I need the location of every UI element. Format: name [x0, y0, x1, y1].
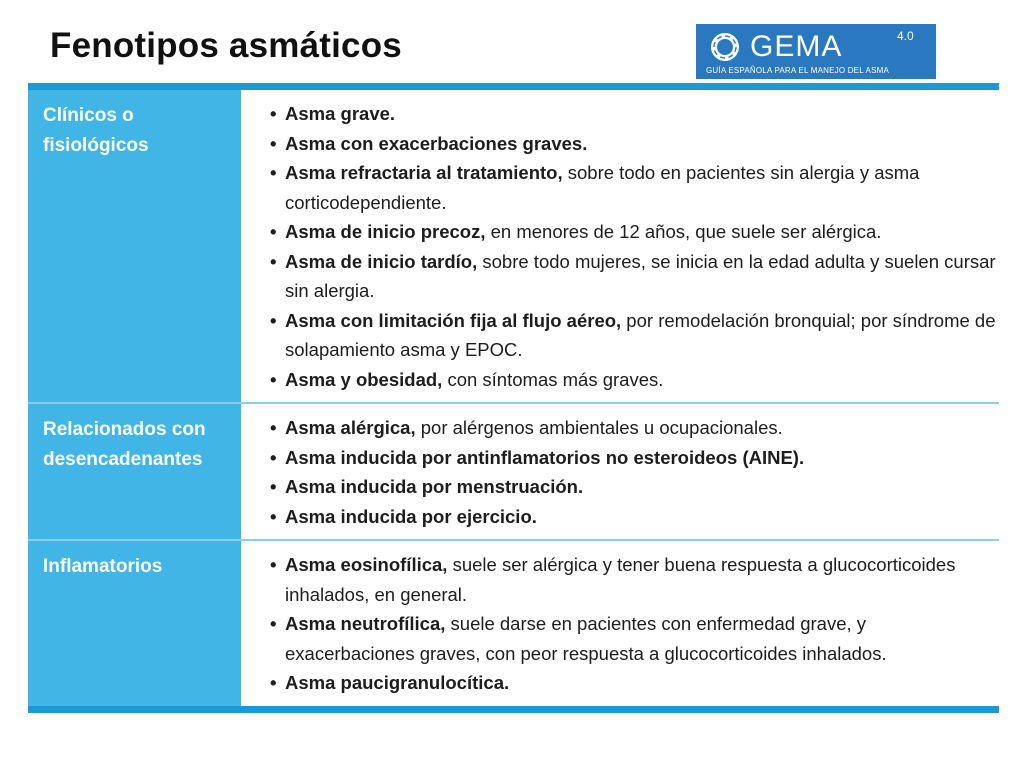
phenotype-description: suele ser alérgica y tener buena respuesta a glucocorticoides inhalados, en general.: [285, 554, 956, 605]
phenotype-description: por remodelación bronquial; por síndrome de solapamiento asma y EPOC.: [285, 309, 996, 360]
phenotype-name: Asma inducida por menstruación.: [285, 476, 584, 497]
phenotype-name: Asma refractaria al tratamiento,: [285, 162, 563, 183]
phenotype-description: suele darse en pacientes con enfermedad grave, y exacerbaciones graves, con peor respuesta a glucocorticoides inhalados.: [285, 613, 887, 664]
page-title: Fenotipos asmáticos: [50, 26, 402, 65]
list-item: [270, 129, 999, 159]
table-row: [28, 404, 999, 541]
phenotype-name: Asma eosinofílica,: [285, 554, 448, 575]
bullet-icon: •: [270, 309, 277, 331]
phenotype-list: [241, 541, 999, 706]
category-label: Inflamatorios: [43, 556, 163, 577]
list-item: [270, 247, 999, 306]
bullet-icon: •: [270, 103, 277, 124]
list-item: [270, 99, 999, 129]
table-row: [28, 90, 999, 404]
bullet-icon: •: [270, 505, 277, 527]
gema-ring-icon: [706, 32, 744, 62]
phenotype-description: sobre todo mujeres, se inicia en la edad adulta y suelen cursar sin alergia.: [285, 250, 996, 301]
phenotype-name: Asma de inicio precoz,: [285, 221, 486, 242]
phenotype-list: [241, 90, 999, 402]
logo-version: 4.0: [897, 29, 914, 43]
phenotype-name: Asma inducida por antinflamatorios no esteroideos (AINE).: [285, 446, 805, 468]
logo-subtitle: GUÍA ESPAÑOLA PARA EL MANEJO DEL ASMA: [706, 66, 890, 75]
phenotype-name: Asma con limitación fija al flujo aéreo,: [285, 309, 622, 331]
category-label: Clínicos o fisiológicos: [43, 105, 149, 156]
phenotype-name: Asma de inicio tardío,: [285, 250, 478, 272]
phenotype-name: Asma neutrofílica,: [285, 613, 446, 634]
bullet-icon: •: [270, 446, 277, 468]
phenotype-name: Asma y obesidad,: [285, 368, 443, 390]
table-row: [28, 541, 999, 706]
list-item: [270, 217, 999, 247]
phenotype-description: por alérgenos ambientales u ocupacionales.: [415, 417, 783, 438]
phenotype-description: sobre todo en pacientes sin alergia y asma corticodependiente.: [285, 162, 920, 213]
category-label: Relacionados con desencadenantes: [43, 419, 206, 470]
list-item: [270, 306, 999, 365]
bullet-icon: •: [270, 672, 277, 693]
phenotype-name: Asma inducida por ejercicio.: [285, 505, 537, 527]
phenotype-name: Asma alérgica,: [285, 417, 416, 438]
logo-word: GEMA: [750, 30, 843, 63]
bullet-icon: •: [270, 132, 277, 154]
phenotype-list: [241, 404, 999, 539]
list-item: [270, 158, 999, 217]
list-item: [270, 550, 999, 609]
bullet-icon: •: [270, 476, 277, 497]
phenotype-name: Asma con exacerbaciones graves.: [285, 132, 588, 154]
bullet-icon: •: [270, 368, 277, 390]
bullet-icon: •: [270, 613, 277, 634]
list-item: [270, 609, 999, 668]
phenotype-name: Asma paucigranulocítica.: [285, 672, 510, 693]
list-item: [270, 502, 999, 532]
phenotype-description: en menores de 12 años, que suele ser alérgica.: [485, 221, 882, 242]
category-cell: [28, 404, 241, 539]
list-item: [270, 668, 999, 698]
category-cell: [28, 541, 241, 706]
list-item: [270, 443, 999, 473]
bullet-icon: •: [270, 554, 277, 575]
list-item: [270, 472, 999, 502]
bullet-icon: •: [270, 417, 277, 438]
list-item: [270, 365, 999, 395]
bullet-icon: •: [270, 221, 277, 242]
list-item: [270, 413, 999, 443]
bullet-icon: •: [270, 162, 277, 183]
category-cell: [28, 90, 241, 402]
phenotype-description: con síntomas más graves.: [442, 368, 664, 390]
gema-logo: [696, 24, 936, 79]
bullet-icon: •: [270, 250, 277, 272]
phenotypes-table: [28, 83, 999, 713]
phenotype-name: Asma grave.: [285, 103, 396, 124]
